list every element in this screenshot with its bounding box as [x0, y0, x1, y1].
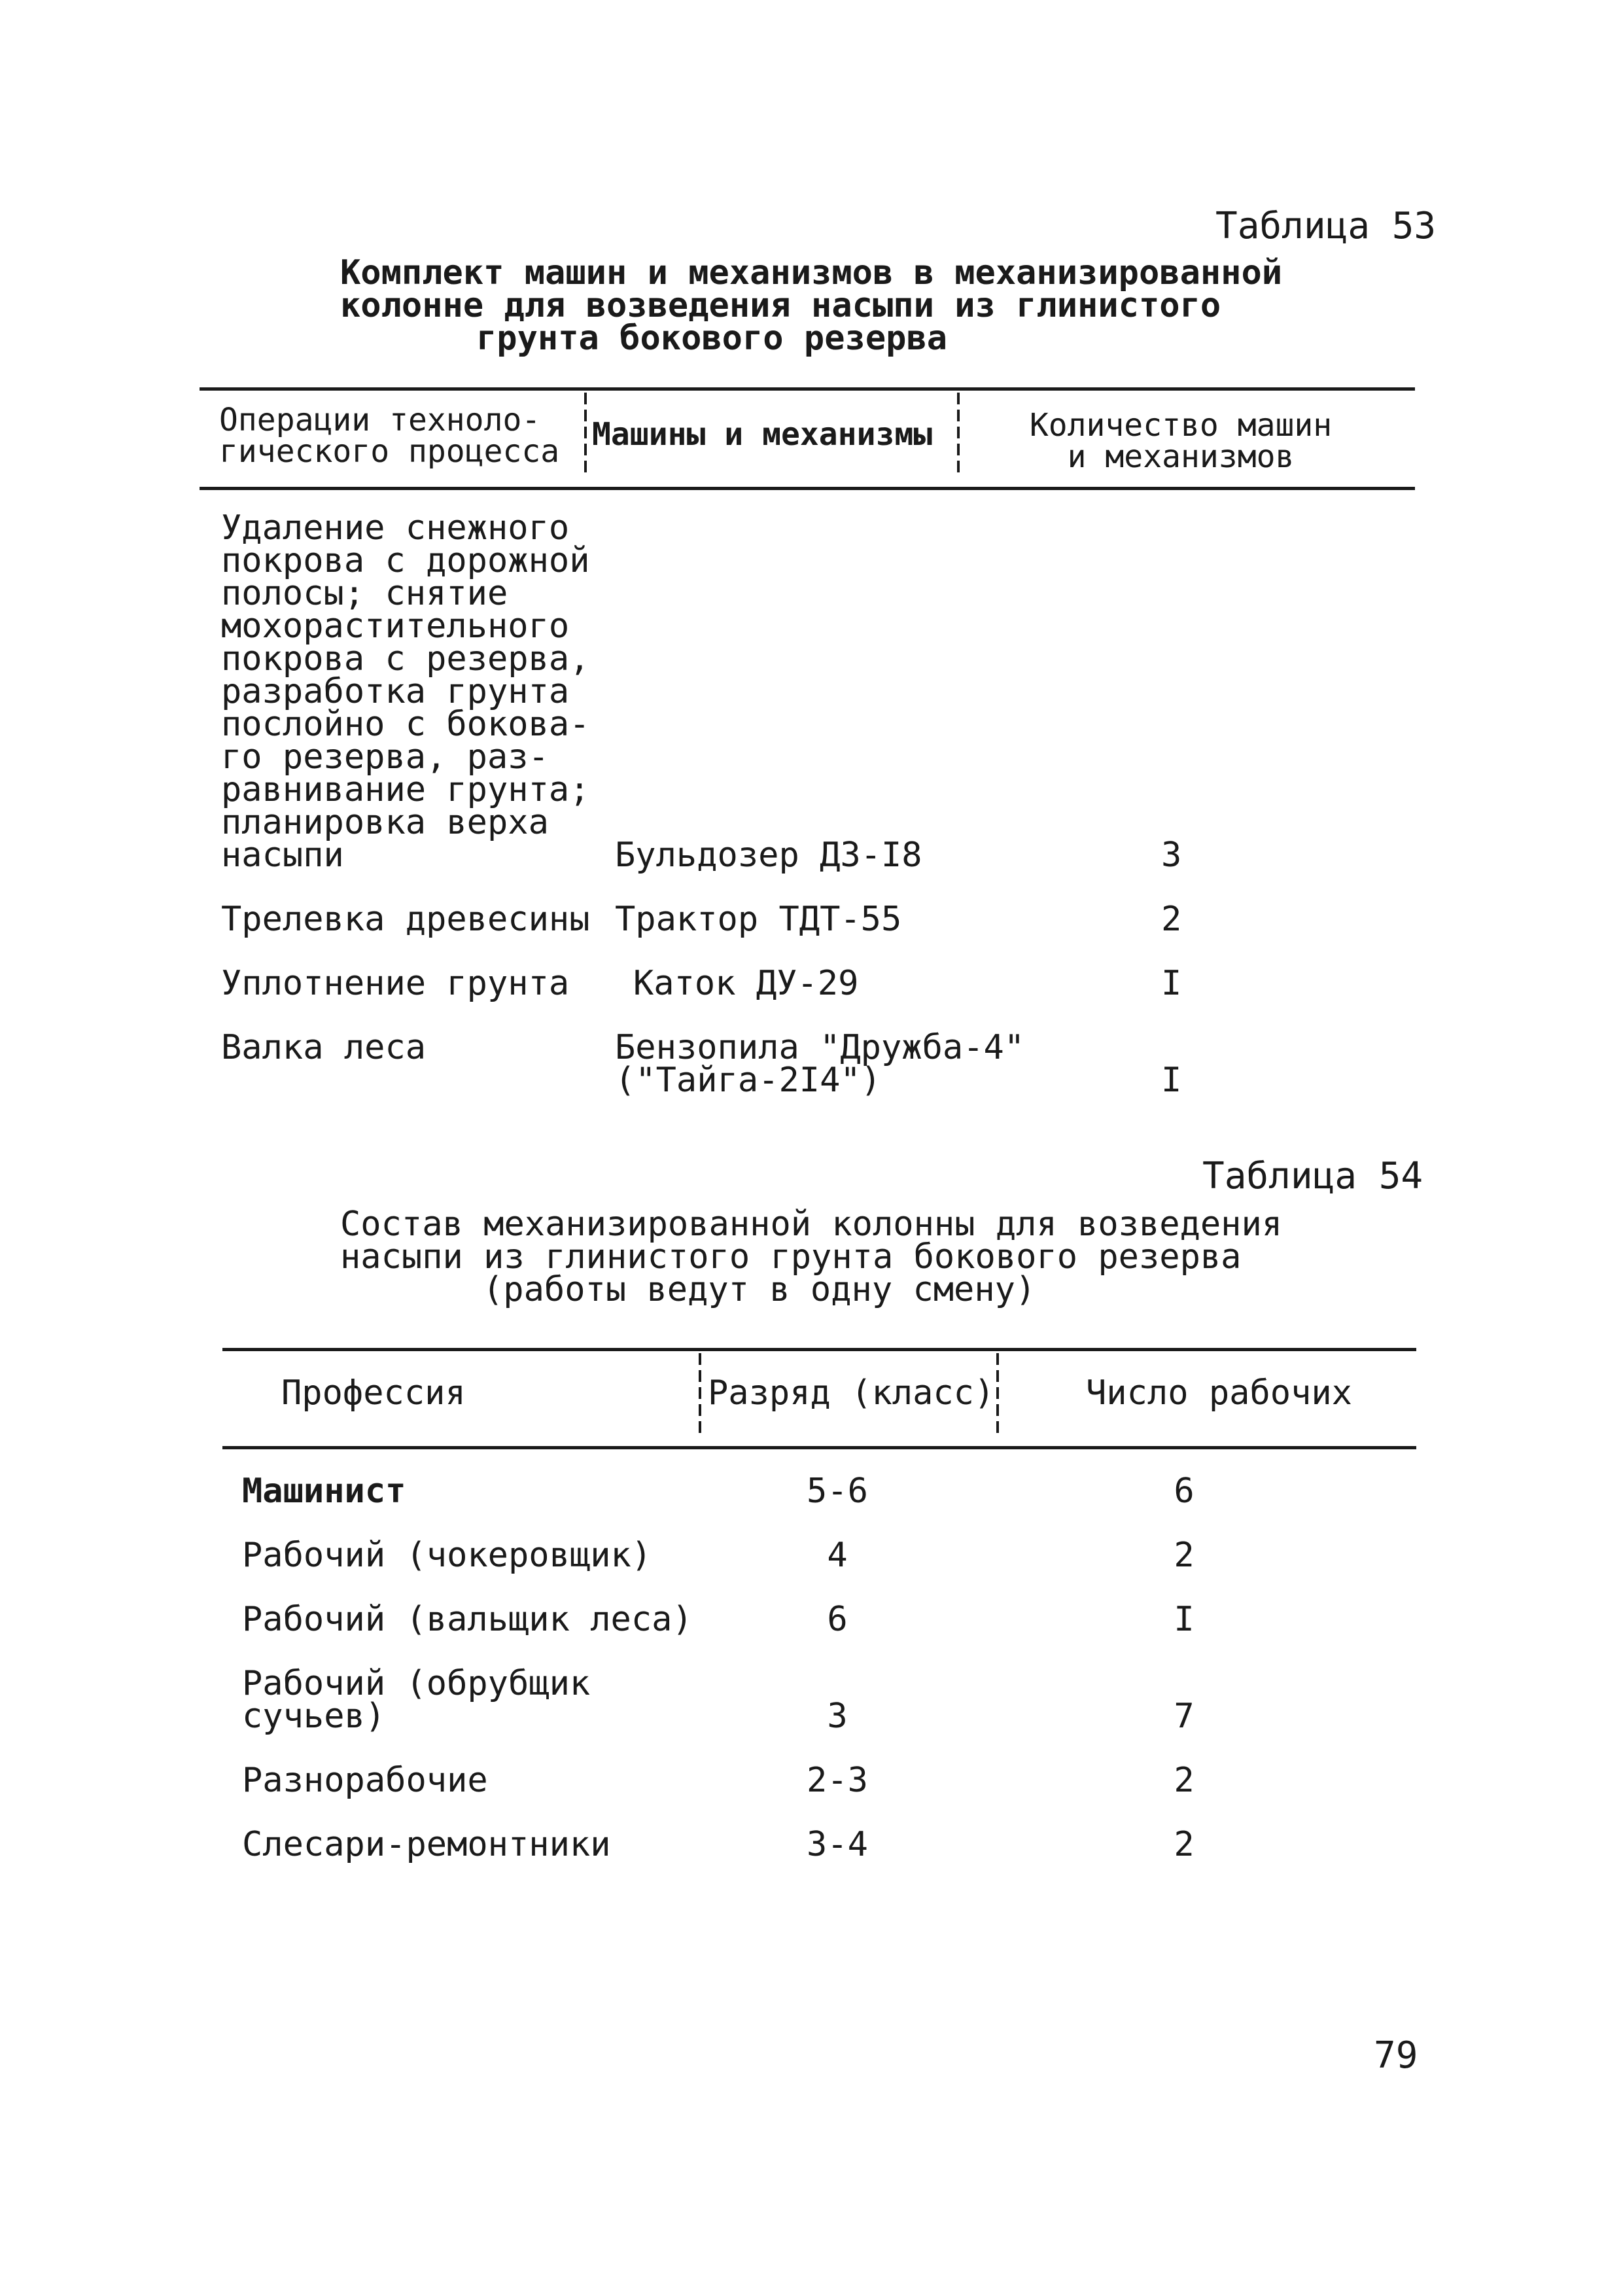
table54-top-rule: [222, 1348, 1416, 1351]
table54-row5-count: 2: [1174, 1761, 1195, 1800]
table53-row1-count: 3: [1161, 836, 1182, 875]
table53-row2-machine: Трактор ТДТ-55: [615, 900, 902, 939]
table53-header-operations-line-2: гического процесса: [219, 433, 560, 470]
table53-header-separator-1: [584, 393, 587, 478]
table53-row1-operation-line: насыпи: [221, 836, 344, 875]
table53-row1-operation-line: послойно с бокова-: [221, 705, 590, 744]
table53-row1-operation-line: планировка верха: [221, 803, 549, 842]
table53-row2-operation: Трелевка древесины: [221, 900, 590, 939]
table53-row1-operation-line: покрова с дорожной: [221, 541, 590, 580]
table54-row1-grade: 5-6: [807, 1472, 868, 1511]
table54-row3-grade: 6: [827, 1600, 848, 1639]
table54-header-count: Число рабочих: [1086, 1373, 1352, 1413]
table53-row1-operation-line: полосы; снятие: [221, 574, 508, 613]
table54-header-grade: Разряд (класс): [708, 1373, 995, 1413]
table53-row1-operation-line: Удаление снежного: [221, 508, 570, 548]
table54-row4-profession-line-2: сучьев): [242, 1697, 386, 1736]
table54-title-line-2: насыпи из глинистого грунта бокового резерва: [340, 1237, 1242, 1277]
table54-header-separator-2: [996, 1353, 999, 1438]
table54-row4-count: 7: [1174, 1697, 1195, 1736]
table53-header-machines: Машины и механизмы: [592, 416, 933, 453]
table54-title-line-1: Состав механизированной колонны для возведения: [340, 1205, 1283, 1244]
table54-row5-grade: 2-3: [807, 1761, 868, 1800]
table54-header-rule: [222, 1446, 1416, 1449]
table54-row4-grade: 3: [827, 1697, 848, 1736]
table53-header-count-line-1: Количество машин: [1029, 407, 1333, 444]
table53-row3-count: I: [1161, 964, 1182, 1003]
table53-row3-machine: Каток ДУ-29: [633, 964, 859, 1003]
table53-header-separator-2: [957, 393, 960, 478]
table54-row2-grade: 4: [827, 1536, 848, 1575]
table53-row3-operation: Уплотнение грунта: [221, 964, 570, 1003]
table54-header-profession: Профессия: [281, 1373, 466, 1413]
table53-title-line-2: колонне для возведения насыпи из глинистого: [340, 286, 1221, 325]
table54-row1-count: 6: [1174, 1472, 1195, 1511]
table54-row6-count: 2: [1174, 1825, 1195, 1864]
table54-row3-profession: Рабочий (вальщик леса): [242, 1600, 693, 1639]
table53-title-line-3: грунта бокового резерва: [476, 319, 948, 358]
table53-row4-machine-line-2: ("Тайга-2I4"): [615, 1061, 881, 1100]
page-number: 79: [1374, 2034, 1418, 2077]
table54-row6-profession: Слесари-ремонтники: [242, 1825, 611, 1864]
table53-title-line-1: Комплект машин и механизмов в механизированной: [340, 253, 1283, 292]
table53-row4-operation: Валка леса: [221, 1028, 427, 1067]
table54-label: Таблица 54: [1202, 1155, 1423, 1197]
table54-row5-profession: Разнорабочие: [242, 1761, 488, 1800]
table53-row2-count: 2: [1161, 900, 1182, 939]
table53-top-rule: [200, 387, 1415, 391]
table53-row1-operation-line: покрова с резерва,: [221, 639, 590, 679]
table53-row1-operation-line: мохорастительного: [221, 607, 570, 646]
table54-title-line-3: (работы ведут в одну смену): [483, 1270, 1036, 1309]
table54-row1-profession: Машинист: [242, 1472, 406, 1511]
table53-header-count-line-2: и механизмов: [1067, 438, 1295, 475]
table54-row4-profession-line-1: Рабочий (обрубщик: [242, 1664, 591, 1703]
table53-row1-operation-line: го резерва, раз-: [221, 737, 549, 777]
table54-row2-count: 2: [1174, 1536, 1195, 1575]
table54-header-separator-1: [699, 1353, 701, 1438]
table53-header-rule: [200, 487, 1415, 490]
table53-row4-count: I: [1161, 1061, 1182, 1100]
table53-row1-operation-line: разработка грунта: [221, 672, 570, 711]
table53-row1-machine: Бульдозер ДЗ-I8: [615, 836, 922, 875]
table53-header-operations-line-1: Операции техноло-: [219, 402, 541, 438]
table54-row6-grade: 3-4: [807, 1825, 868, 1864]
table53-label: Таблица 53: [1215, 205, 1437, 247]
table53-row4-machine-line-1: Бензопила "Дружба-4": [615, 1028, 1025, 1067]
table54-row3-count: I: [1174, 1600, 1195, 1639]
table53-row1-operation-line: равнивание грунта;: [221, 770, 590, 809]
table54-row2-profession: Рабочий (чокеровщик): [242, 1536, 652, 1575]
